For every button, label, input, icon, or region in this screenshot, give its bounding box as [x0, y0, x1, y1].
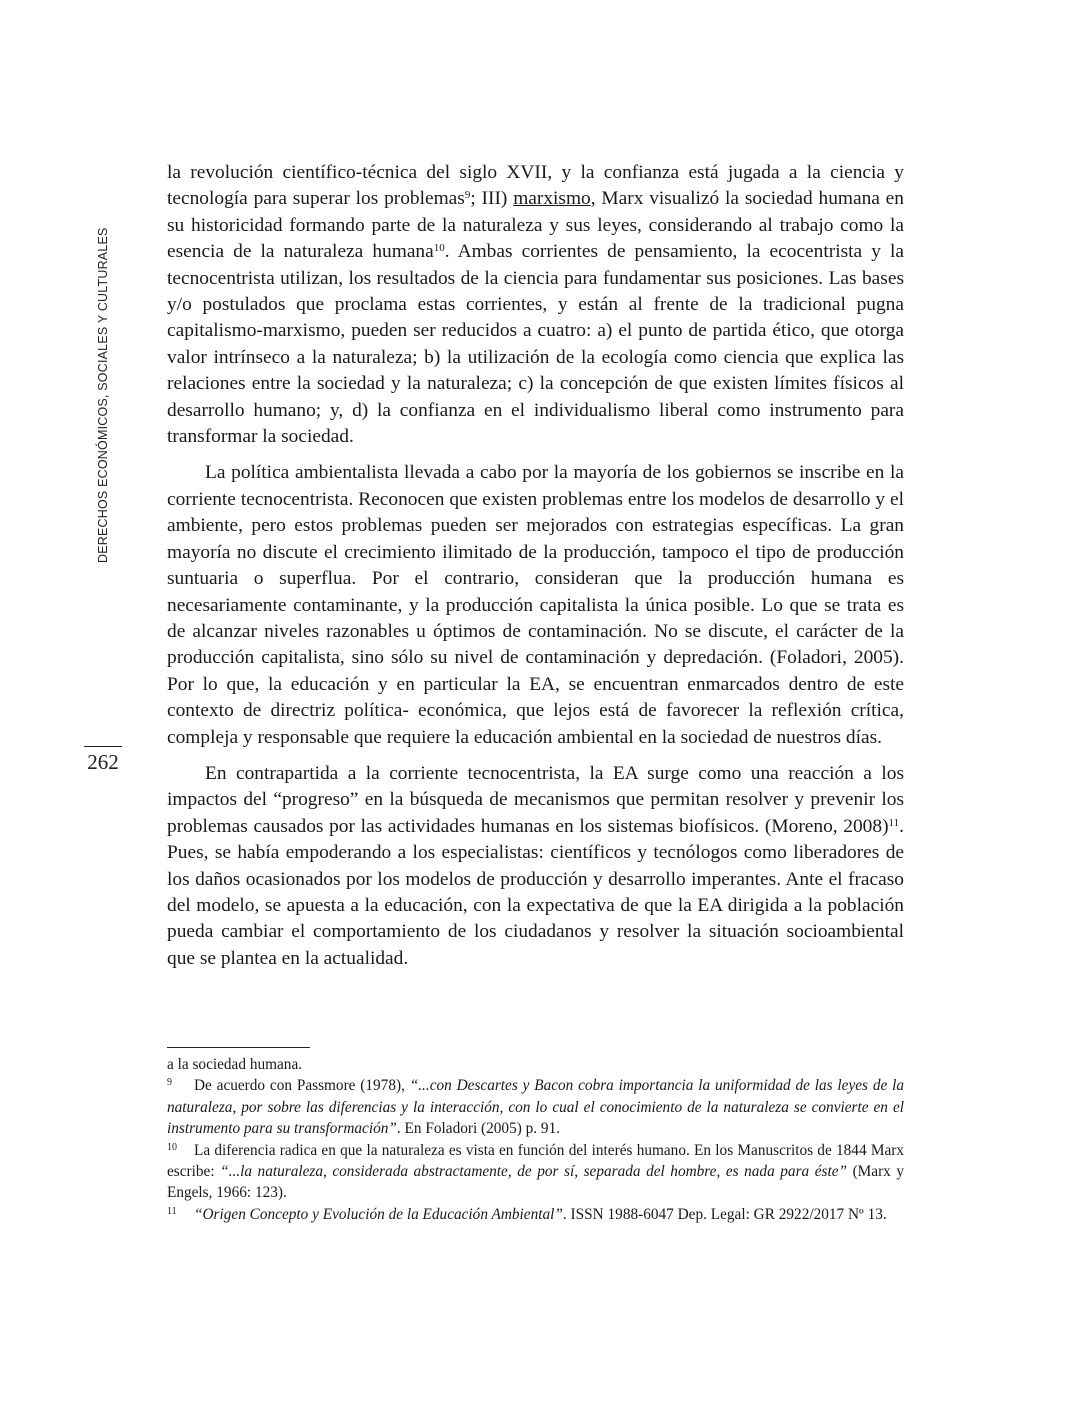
footnote-9: 9 De acuerdo con Passmore (1978), “...con Descartes y Bacon cobra importancia la uniformidad de las leyes de la naturaleza, por sobre las diferencias y la interacción, con lo cual el conocimiento de la naturaleza se convierte en el instrumento para su transformación”. En Foladori (2005) p. 91. [167, 1077, 904, 1138]
running-header: DERECHOS ECONÓMICOS, SOCIALES Y CULTURALES [96, 227, 110, 563]
text-run: . Pues, se había empoderando a los especialistas: científicos y tecnólogos como liberadores de los daños ocasionados por los modelos de producción y desarrollo imperantes. Ante el fracaso del modelo, se apuesta a la educación, con la expectativa de que la EA dirigida a la población pueda cambiar el comportamiento de los ciudadanos y resolver la situación socioambiental que se plantea en la actualidad. [167, 815, 904, 969]
text-run: (Marx y Engels, 1966: 123). [167, 1163, 905, 1202]
text-run: . En Foladori (2005) p. 91. [396, 1120, 561, 1138]
text-run: . Ambas corrientes de pensamiento, la ecocentrista y la tecnocentrista utilizan, los resultados de la ciencia para fundamentar sus posiciones. Las bases y/o postulados que proclama estas corrientes, y están al frente de la tradicional pugna capitalismo-marxismo, pueden ser reducidos a cuatro: a) el punto de partida ético, que otorga valor intrínseco a la naturaleza; b) la utilización de la ecología como ciencia que explica las relaciones entre la sociedad y la naturaleza; c) la concepción de que existen límites físicos al desarrollo humano; y, d) la confianza en el individualismo liberal como instrumento para transformar la sociedad. [167, 241, 904, 448]
quotation: “...la naturaleza, considerada abstractamente, de por sí, separada del hombre, es nada para éste” [220, 1163, 848, 1181]
footnotes [167, 1054, 904, 1225]
footnote-ref-11: 11 [888, 816, 900, 829]
page-number-rule [84, 746, 122, 747]
text-run: ; III) [470, 188, 514, 210]
footnote-continuation: a la sociedad humana. [167, 1056, 303, 1073]
text-run: De acuerdo con Passmore (1978), [194, 1077, 410, 1095]
text-run: En contrapartida a la corriente tecnocentrista, la EA surge como una reacción a los impactos del “progreso” en la búsqueda de mecanismos que permitan resolver y prevenir los problemas causados por las actividades humanas en los sistemas biofísicos. (Moreno, 2008) [167, 762, 904, 837]
paragraph-1 [167, 160, 904, 450]
text-run: la revolución científico-técnica del siglo XVII, y la confianza está jugada a la ciencia y tecnología para superar los problemas [167, 162, 904, 210]
page-number: 262 [87, 750, 119, 774]
body-text [167, 160, 904, 982]
paragraph-3 [167, 761, 904, 972]
footnote-separator [167, 1047, 310, 1048]
quotation: “Origen Concepto y Evolución de la Educación Ambiental” [194, 1205, 563, 1223]
text-run: . ISSN 1988-6047 Dep. Legal: GR 2922/2017 Nº 13. [562, 1205, 887, 1223]
text-run: , Marx visualizó la sociedad humana en su historicidad formando parte de la naturaleza y sus leyes, considerando al trabajo como la esencia de la naturaleza humana [167, 188, 904, 263]
quotation: “...con Descartes y Bacon cobra importancia la uniformidad de las leyes de la naturaleza, por sobre las diferencias y la interacción, con lo cual el conocimiento de la naturaleza se convierte en el instrumento para su transformación” [167, 1077, 904, 1138]
paragraph-2: La política ambientalista llevada a cabo por la mayoría de los gobiernos se inscribe en la corriente tecnocentrista. Reconocen que existen problemas entre los modelos de desarrollo y el ambiente, pero estos problemas pueden ser mejorados con estrategias específicas. La gran mayoría no discute el crecimiento ilimitado de la producción, tampoco el tipo de producción suntuaria o superflua. Por el contrario, consideran que la producción humana es necesariamente contaminante, y la producción capitalista la única posible. Lo que se trata es de alcanzar niveles razonables u óptimos de contaminación. No se discute, el carácter de la producción capitalista, sino sólo su nivel de contaminación y depredación. (Foladori, 2005). Por lo que, la educación y en particular la EA, se encuentran enmarcados dentro de este contexto de directriz política- económica, que lejos está de favorecer la reflexión crítica, compleja y responsable que requiere la educación ambiental en la sociedad de nuestros días. [167, 462, 904, 748]
underlined-term: marxismo [513, 188, 591, 210]
footnote-ref-10: 10 [433, 242, 445, 255]
footnote-ref-9: 9 [464, 189, 471, 202]
footnote-11: 11 “Origen Concepto y Evolución de la Educación Ambiental”. ISSN 1988-6047 Dep. Legal: GR 2922/2017 Nº 13. [167, 1205, 887, 1223]
footnote-10: 10 La diferencia radica en que la naturaleza es vista en función del interés humano. En los Manuscritos de 1844 Marx escribe: “...la naturaleza, considerada abstractamente, de por sí, separada del hombre, es nada para éste” (Marx y Engels, 1966: 123). [167, 1141, 905, 1202]
text-run: La diferencia radica en que la naturaleza es vista en función del interés humano. En los Manuscritos de 1844 Marx escribe: [167, 1141, 904, 1181]
